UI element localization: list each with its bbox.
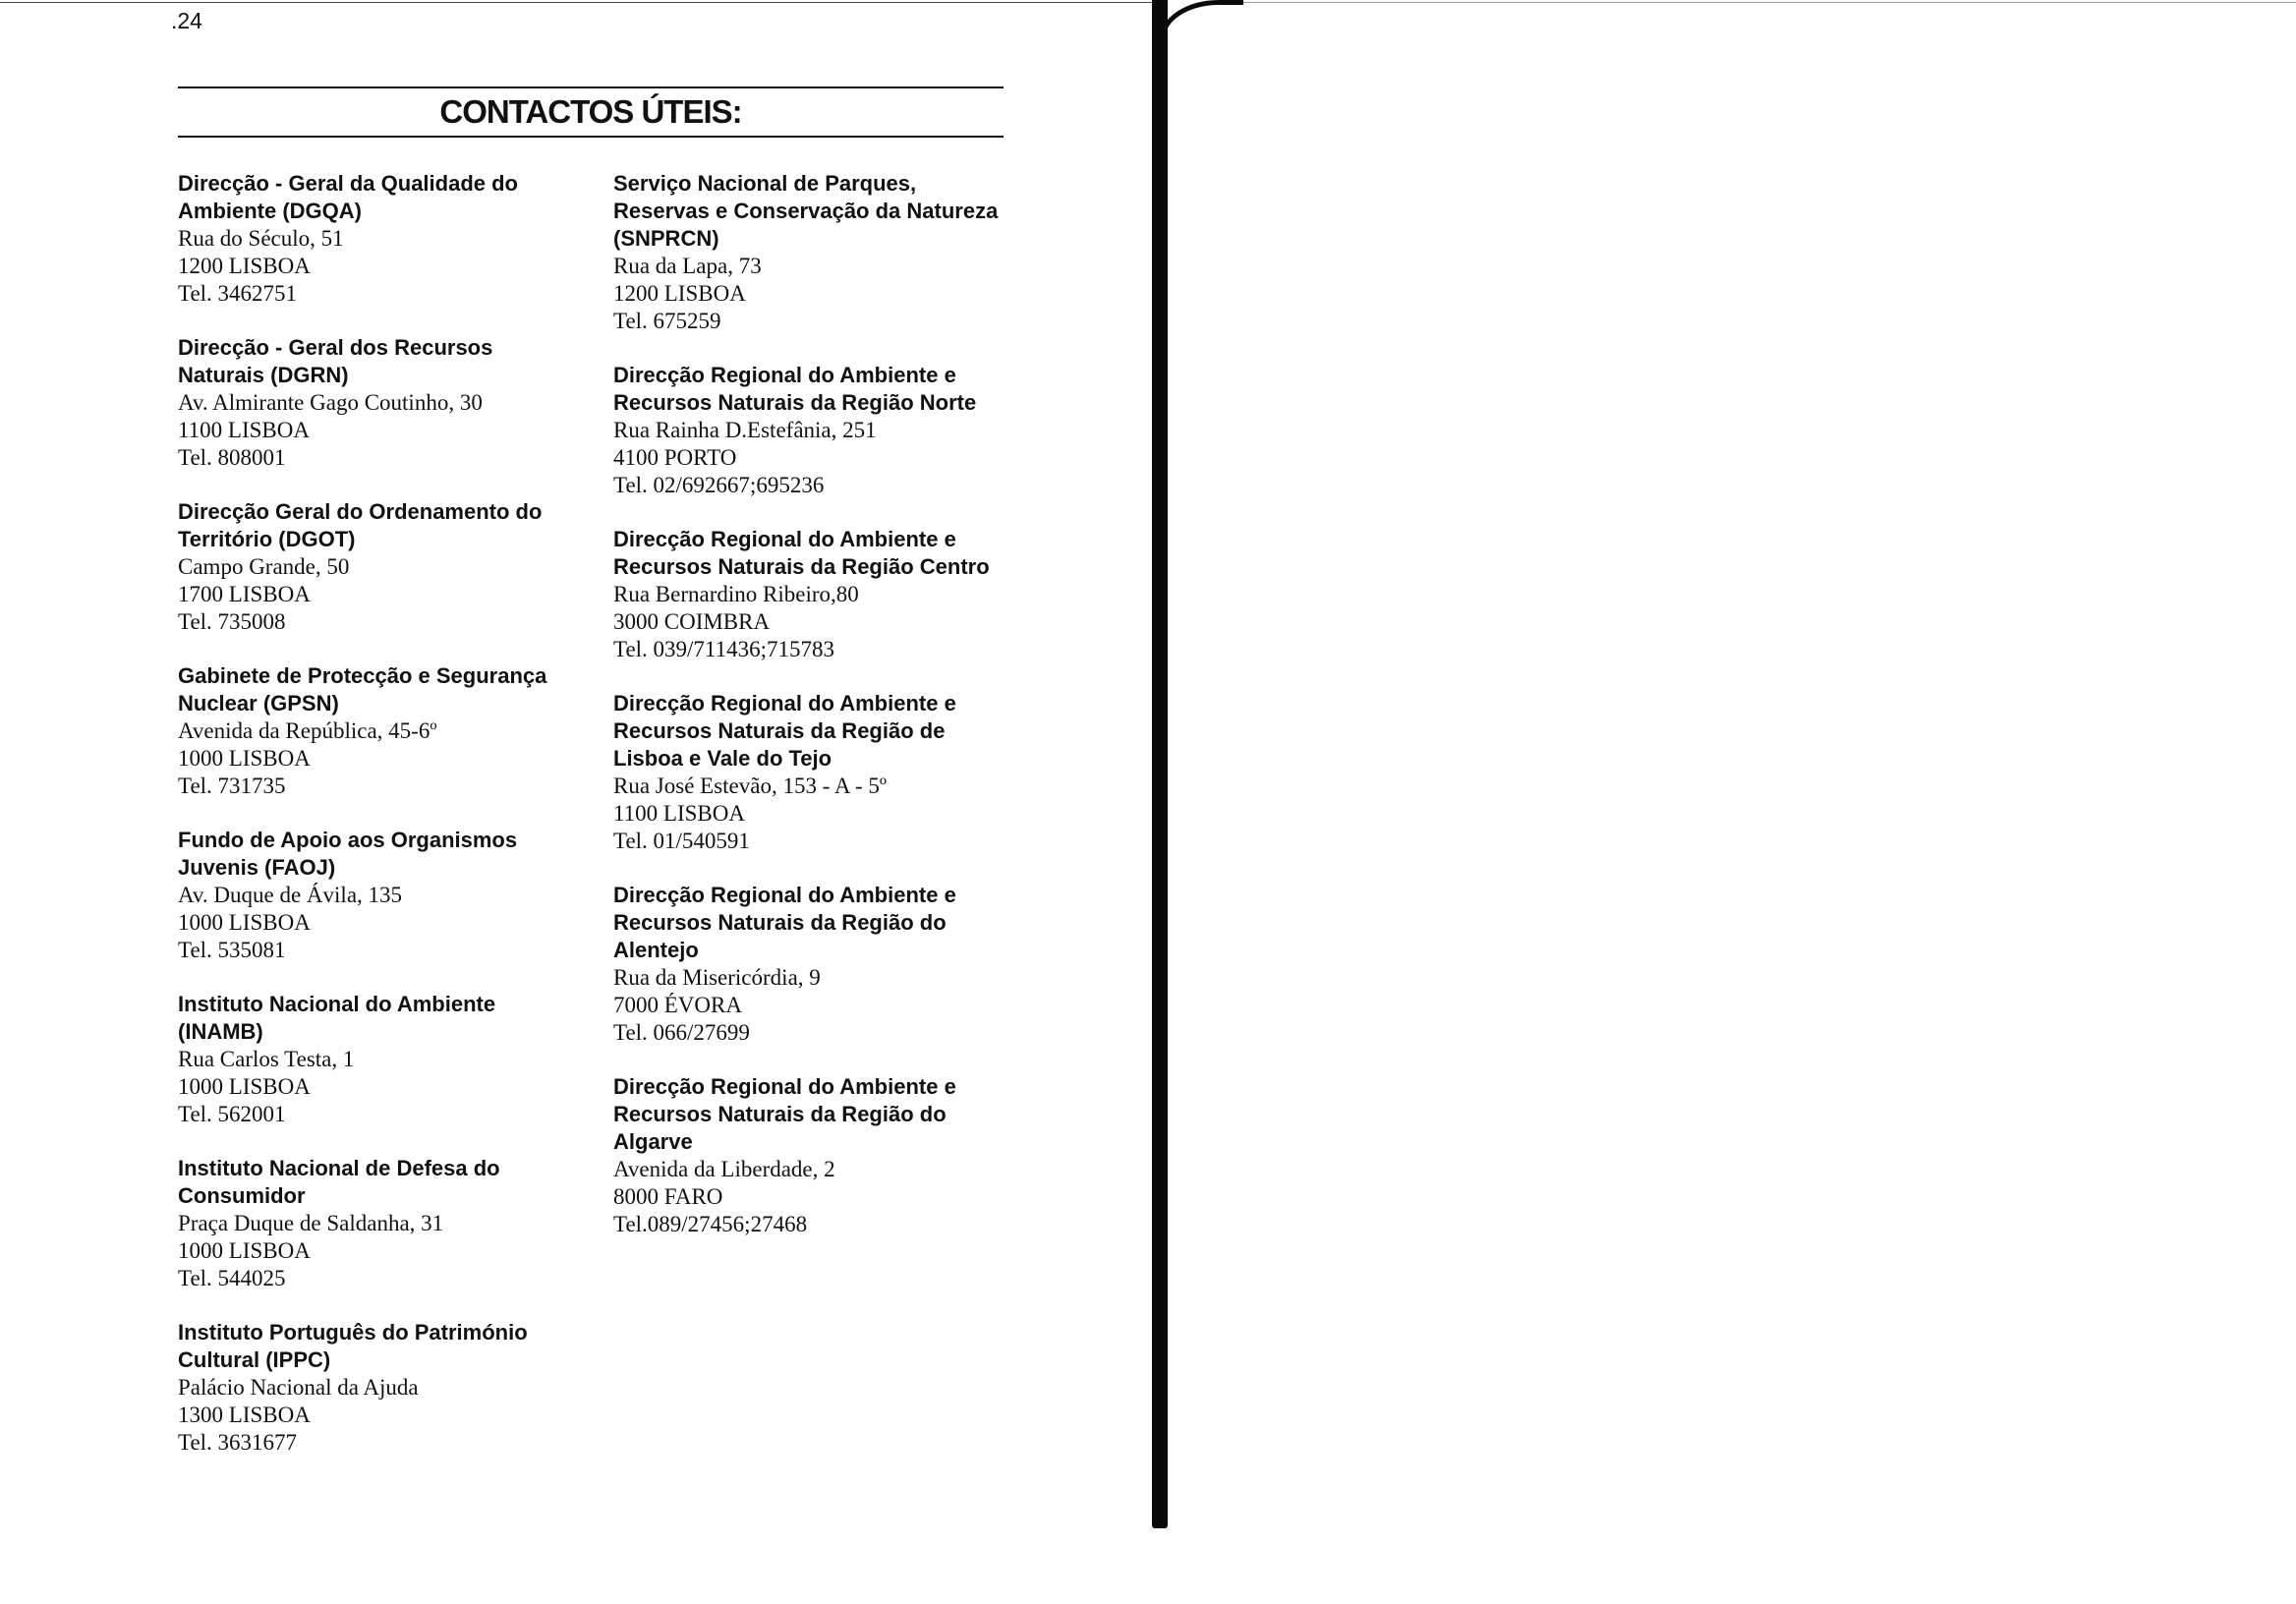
address-line: Rua da Lapa, 73 [613,254,762,278]
organization-name: Direcção - Geral da Qualidade do Ambiente (DGQA) [178,171,518,223]
organization-name: Direcção Regional do Ambiente e Recursos Naturais da Região do Algarve [613,1074,956,1154]
contact-entry [178,170,571,308]
address-line: Rua Carlos Testa, 1 [178,1047,355,1071]
address-line: Rua José Estevão, 153 - A - 5º [613,773,887,798]
organization-name: Direcção - Geral dos Recursos Naturais (DGRN) [178,335,493,387]
phone-line: Tel. 535081 [178,938,286,962]
contact-entry [178,662,571,800]
phone-line: Tel. 3631677 [178,1430,298,1455]
city-line: 8000 FARO [613,1184,723,1209]
organization-name: Serviço Nacional de Parques, Reservas e Conservação da Natureza (SNPRCN) [613,171,999,251]
address-line: Rua do Século, 51 [178,226,344,251]
address-line: Campo Grande, 50 [178,554,350,579]
address-line: Av. Almirante Gago Coutinho, 30 [178,390,483,415]
address-line: Rua Rainha D.Estefânia, 251 [613,418,877,442]
phone-line: Tel. 562001 [178,1102,286,1126]
contact-entry [178,827,571,964]
city-line: 1000 LISBOA [178,1074,311,1099]
address-line: Praça Duque de Saldanha, 31 [178,1211,444,1235]
top-edge-rule-right [1229,2,2296,3]
city-line: 3000 COIMBRA [613,609,771,634]
city-line: 1200 LISBOA [178,254,311,278]
city-line: 4100 PORTO [613,445,737,470]
phone-line: Tel. 808001 [178,445,286,470]
city-line: 7000 ÉVORA [613,993,742,1017]
city-line: 1100 LISBOA [613,801,745,826]
organization-name: Direcção Regional do Ambiente e Recursos Naturais da Região Centro [613,527,990,579]
contact-entry [613,1073,1016,1238]
organization-name: Instituto Nacional do Ambiente (INAMB) [178,992,496,1044]
contact-entry [613,690,1016,855]
right-column [613,170,1016,1265]
organization-name: Direcção Geral do Ordenamento do Território (DGOT) [178,499,543,551]
phone-line: Tel. 731735 [178,773,286,798]
contact-entry [178,334,571,472]
organization-name: Direcção Regional do Ambiente e Recursos Naturais da Região Norte [613,363,977,415]
organization-name: Fundo de Apoio aos Organismos Juvenis (FAOJ) [178,828,518,880]
city-line: 1100 LISBOA [178,418,310,442]
phone-line: Tel. 01/540591 [613,829,750,853]
address-line: Av. Duque de Ávila, 135 [178,883,403,907]
organization-name: Direcção Regional do Ambiente e Recursos Naturais da Região do Alentejo [613,883,956,962]
address-line: Avenida da República, 45-6º [178,718,437,743]
city-line: 1700 LISBOA [178,582,311,606]
phone-line: Tel. 02/692667;695236 [613,473,825,497]
city-line: 1000 LISBOA [178,1238,311,1263]
page-title: CONTACTOS ÚTEIS: [439,93,742,130]
address-line: Palácio Nacional da Ajuda [178,1375,419,1400]
phone-line: Tel. 066/27699 [613,1020,750,1045]
scan-binding-curve [1160,0,1243,44]
phone-line: Tel. 544025 [178,1266,286,1290]
city-line: 1200 LISBOA [613,281,746,306]
contact-entry [613,170,1016,335]
phone-line: Tel. 735008 [178,609,286,634]
contact-entry [178,1155,571,1292]
address-line: Avenida da Liberdade, 2 [613,1157,835,1181]
phone-line: Tel. 3462751 [178,281,298,306]
organization-name: Instituto Português do Património Cultural (IPPC) [178,1320,528,1372]
contact-entry [613,526,1016,663]
phone-line: Tel. 675259 [613,309,721,333]
phone-line: Tel. 039/711436;715783 [613,637,834,661]
top-edge-rule [0,2,1155,3]
page-number: .24 [171,8,202,33]
contact-entry [178,498,571,636]
address-line: Rua da Misericórdia, 9 [613,965,821,990]
title-bar [178,86,1004,138]
city-line: 1300 LISBOA [178,1403,311,1427]
phone-line: Tel.089/27456;27468 [613,1212,808,1236]
city-line: 1000 LISBOA [178,910,311,935]
contact-entry [178,991,571,1128]
organization-name: Gabinete de Protecção e Segurança Nuclear (GPSN) [178,663,547,716]
contact-entry [613,882,1016,1047]
address-line: Rua Bernardino Ribeiro,80 [613,582,859,606]
organization-name: Direcção Regional do Ambiente e Recursos Naturais da Região de Lisboa e Vale do Tejo [613,691,956,771]
organization-name: Instituto Nacional de Defesa do Consumidor [178,1156,500,1208]
contact-entry [178,1319,571,1457]
city-line: 1000 LISBOA [178,746,311,771]
left-column [178,170,571,1483]
contact-entry [613,362,1016,499]
scan-binding-shadow [1152,0,1168,1528]
